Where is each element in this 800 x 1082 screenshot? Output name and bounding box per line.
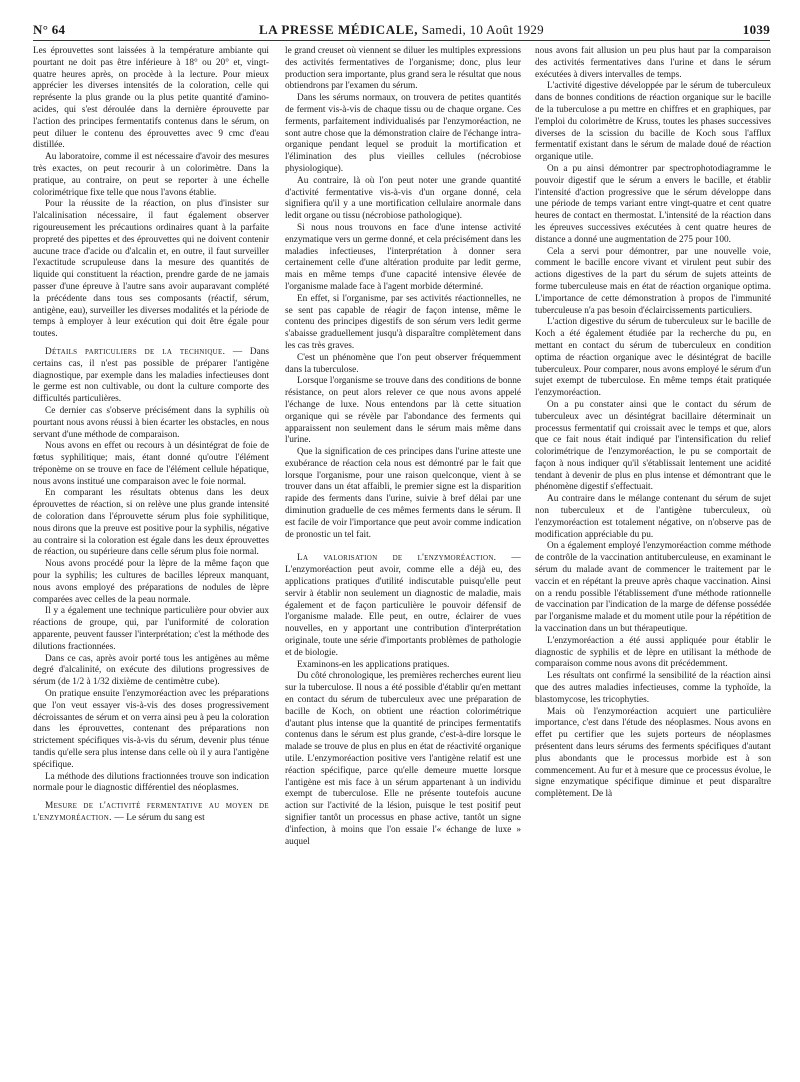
section-heading-title: Détails particuliers de la technique. —	[45, 346, 243, 357]
paragraph: Il y a également une technique particulière pour obvier aux réactions de groupe, qui, par l'uniformité de coloration apparente, peuvent fausser l'interprétation; c'est la méthode des dilutions fractionnées.	[33, 606, 269, 652]
section-heading-title: Mesure de l'activité fermentative au moyen de l'enzymoréaction. —	[33, 801, 269, 823]
section-heading	[285, 553, 521, 659]
paragraph: L'action digestive du sérum de tuberculeux sur le bacille de Koch a été également étudiée par la recherche du pu, en mettant en contact du sérum de tuberculeux en condition optima de réaction organique avec le désintégrat de bacille tuberculeux. Pour comparer, nous avons employé le sérum d'un sujet exempt de tuberculose. En même temps était pratiquée l'enzymoréaction.	[535, 317, 771, 399]
section-heading	[33, 347, 269, 406]
paragraph: Les éprouvettes sont laissées à la température ambiante qui pourtant ne doit pas être inférieure à 18° ou 20° et, vingt-quatre heures après, on procède à la lecture. Pour mieux apprécier les diverses intensités de la coloration, celle qui représente la plus grande ou la plus petite quantité d'amino-acides, qui s'est déroulée dans la dernière éprouvette par l'action des principes fermentatifs contenus dans le sérum, on peut diluer le contenu des éprouvettes avec 9 cmc d'eau distillée.	[33, 46, 269, 151]
section-heading	[33, 801, 269, 825]
paragraph: On a pu ainsi démontrer par spectrophotodiagramme le pouvoir digestif que le sérum a envers le bacille, et établir l'intensité d'action progressive que le sérum développe dans une période de temps variant entre vingt-quatre et cent quatre heures de contact en thermostat. L'intensité de la réaction dans les épreuves successives exécutées à cent quatre heures de distance a donné une augmentation de 275 pour 100.	[535, 163, 771, 245]
column-2	[285, 46, 521, 1076]
section-heading-text: L'enzymoréaction peut avoir, comme elle a déjà eu, des applications pratiques d'utilité indiscutable puisqu'elle peut servir à établir non seulement un diagnostic de maladie, mais également et de façon particulière le pouvoir défensif de l'organisme malade. Elle peut, en outre, éclairer de vues nouvelles, en y apportant une contribution d'interprétation originale, toute une série d'importants problèmes de pathologie et de biologie.	[285, 565, 521, 658]
paragraph: L'enzymoréaction a été aussi appliquée pour établir le diagnostic de syphilis et de lèpre en utilisant la méthode de comparaison comme nous avons dit précédemment.	[535, 635, 771, 670]
column-1	[33, 46, 269, 1076]
paragraph: Examinons-en les applications pratiques.	[297, 659, 450, 670]
paragraph: Mais où l'enzymoréaction acquiert une particulière importance, c'est dans l'étude des néoplasmes. Nous avons en effet pu certifier que les sujets porteurs de néoplasmes présentent dans leurs sérums des ferments spécifiques d'autant plus abondants que le processus morbide est à son commencement. Au fur et à mesure que ce processus évolue, le signe enzymatique spécifique diminue et peut disparaître complètement. De là	[535, 706, 771, 800]
paragraph: Nous avons en effet ou recours à un désintégrat de foie de fœtus syphilitique; mais, étant donné qu'outre l'élément tréponème on se trouve en face de l'élément cellule hépatique, nous avons institué une comparaison avec le foie normal.	[33, 441, 269, 487]
issue-number: N° 64	[33, 22, 66, 37]
spacer	[285, 541, 521, 547]
section-heading-text: Le sérum du sang est	[126, 813, 205, 823]
paragraph: Du côté chronologique, les premières recherches eurent lieu sur la tuberculose. Il nous a été possible d'établir qu'en mettant en contact du sérum de tuberculeux avec une préparation de bacille de Koch, on obtient une réaction colorimétrique d'autant plus intense que la quantité de principes fermentatifs contenus dans le sérum est plus grande, c'est-à-dire lorsque le malade se trouve de plus en plus en état de réactivité organique utile. L'enzymoréaction positive vers l'antigène relatif est une réaction spécifique, parce qu'elle demeure muette lorsque l'antigène est mis face à un sérum appartenant à un individu exempt de tuberculose. Elle ne présente toutefois aucune action sur l'activité de la lésion, puisque le test positif peut signifier tantôt un processus en phase active, tantôt un signe d'infection, à moins que l'on essaie l'« échange de luxe » auquel	[285, 671, 521, 847]
paragraph: Ce dernier cas s'observe précisément dans la syphilis où pourtant nous avons réussi à bien écarter les obstacles, en nous servant d'une méthode de comparaison.	[33, 405, 269, 440]
paragraph: Pour la réussite de la réaction, on plus d'insister sur l'alcalinisation nécessaire, il faut également observer rigoureusement les précautions ordinaires quant à la parfaite propreté des pipettes et des éprouvettes qui ne doivent contenir aucune trace d'acide ou d'alcalin et, en outre, il faut surveiller l'exactitude scrupuleuse dans la mesure des quantités de liquide qui constituent la réaction, prendre garde de ne jamais passer d'une épreuve à l'autre sans avoir auparavant complété la précédente dans tous ses composants (réactif, sérum, antigène, eau), surveiller les diverses modalités et la période de temps à employer à leur exécution qui doit être égale pour toutes.	[33, 199, 269, 340]
paragraph: On pratique ensuite l'enzymoréaction avec les préparations que l'on veut essayer vis-à-vis des doses progressivement décroissantes de sérum et on verra ainsi peu à peu la coloration dans les éprouvettes, contenant des préparations non strictement spécifiques vis-à-vis du sérum, devenir plus ténue tandis qu'elle sera plus intense dans celle où il y aura l'antigène spécifique.	[33, 689, 269, 770]
paragraph: Dans les sérums normaux, on trouvera de petites quantités de ferment vis-à-vis de chaque tissu ou de chaque organe. Ces ferments, parfaitement individualisés par l'enzymoréaction, ne sont autre chose que la démonstration claire de l'échange intra-organique pendant lequel se produit la mortification et l'élimination des plus vieilles cellules (nécrobiose physiologique).	[285, 93, 521, 174]
paragraph: Lorsque l'organisme se trouve dans des conditions de bonne résistance, on peut alors relever ce que nous avons appelé l'échange de luxe. Nous entendons par là cette situation organique qui se révèle par l'abondance des ferments qui apparaissent non seulement dans le sérum mais même dans l'urine.	[285, 376, 521, 446]
paragraph: En effet, si l'organisme, par ses activités réactionnelles, ne se sent pas capable de réagir de façon intense, même le contenu des principes digestifs de son sérum vers ledit germe s'abaisse graduellement jusqu'à disparaître complètement dans les cas très graves.	[285, 293, 521, 351]
page-number: 1039	[742, 22, 770, 37]
paragraph: le grand creuset où viennent se diluer les multiples expressions des activités fermentatives de l'organisme; donc, plus leur production sera importante, plus grand sera le résultat que nous obtiendrons par l'examen du sérum.	[285, 46, 521, 92]
page-header	[33, 20, 770, 40]
paragraph: Dans ce cas, après avoir porté tous les antigènes au même degré d'alcalinité, on exécute des dilutions progressives de sérum (de 1/2 à 1/32 dixième de centimètre cube).	[33, 653, 269, 688]
paragraph: Nous avons procédé pour la lèpre de la même façon que pour la syphilis; les cultures de bacilles lépreux manquant, nous avons employé des préparations de nodules de lèpre comparées avec celles de la peau normale.	[33, 559, 269, 605]
paragraph: La méthode des dilutions fractionnées trouve son indication normale pour le diagnostic différentiel des néoplasmes.	[33, 771, 269, 794]
paragraph: Au contraire, là où l'on peut noter une grande quantité d'activité fermentative vis-à-vis d'un organe donné, cela signifiera qu'il y a une mortification cellulaire anormale dans ledit organe ou tissu (nécrobiose pathologique).	[285, 175, 521, 222]
paragraph: En comparant les résultats obtenus dans les deux éprouvettes de réaction, si on relève une plus grande intensité de coloration dans l'éprouvette sérum plus foie syphilitique, nous dirons que la preuve est positive pour la syphilis, négative au contraire si la coloration est égale dans les deux éprouvettes de réaction, ou supérieure dans celle sérum plus foie normal.	[33, 488, 269, 558]
paragraph: Si nous nous trouvons en face d'une intense activité enzymatique vers un germe donné, et cela précisément dans les maladies infectieuses, l'interprétation à donner sera certainement celle d'une altération produite par ledit germe, mais en même temps d'une capacité intensive élevée de l'organisme malade face à l'agent morbide déterminé.	[285, 222, 521, 292]
paragraph: Cela a servi pour démontrer, par une nouvelle voie, comment le bacille encore vivant et virulent peut subir des actions digestives de la part du sérum de sujets atteints de forme tuberculeuse mais en état de réaction organique optima. L'importance de cette démonstration à propos de l'immunité tuberculeuse n'a pas besoin d'éclaircissements particuliers.	[535, 246, 771, 316]
paragraph: C'est un phénomène que l'on peut observer fréquemment dans la tuberculose.	[285, 352, 521, 375]
paragraph: Les résultats ont confirmé la sensibilité de la réaction ainsi que des autres maladies infectieuses, comme la typhoïde, la blastomycose, les tricophyties.	[535, 671, 771, 705]
column-3	[535, 46, 771, 1076]
paragraph: Au laboratoire, comme il est nécessaire d'avoir des mesures très exactes, on peut recourir à un colorimètre. Dans la pratique, au contraire, on peut se reporter à une échelle colorimétrique fixe telle que nous l'avons établie.	[33, 152, 269, 198]
header-rule	[33, 40, 770, 41]
paragraph: On a pu constater ainsi que le contact du sérum de tuberculeux avec un désintégrat bacillaire déterminait un processus fermentatif qui croissait avec le temps et que, alors que ce fait nous était indiqué par l'intensification du relief colorimétrique de l'enzymoréaction, le pu se comportait de façon à nous indiquer qu'il s'établissait lentement une acidité tendant à devenir de plus en plus intense et démontrant que le phénomène digestif s'effectuait.	[535, 399, 771, 493]
paragraph: On a également employé l'enzymoréaction comme méthode de contrôle de la vaccination antituberculeuse, en examinant le sérum du malade avant de commencer le traitement par le vaccin et en répétant la preuve après chaque vaccination. Ainsi on a rendu possible l'établissement d'une méthode rationnelle de vaccination par l'indication de la marge de défense possédée par l'organisme malade et du moment utile pour la répétition de la vaccination dans un but thérapeutique.	[535, 541, 771, 635]
issue-date: Samedi, 10 Août 1929	[421, 22, 544, 37]
journal-name: LA PRESSE MÉDICALE,	[259, 22, 419, 37]
paragraph: Que la signification de ces principes dans l'urine atteste une exubérance de réaction cela nous est démontré par le fait que lorsque l'organisme, pour une raison quelconque, vient à se trouver dans un état affaibli, le premier signe est la disparition rapide des ferments dans l'urine, suivie à bref délai par une diminution graduelle de ces mêmes ferments dans le sérum. Il est facile de voir l'importance que peut avoir comme indication de pronostic un tel fait.	[285, 447, 521, 540]
running-title	[33, 22, 770, 38]
section-heading-text: Dans certains cas, il n'est pas possible de préparer l'antigène diagnostique, par exemple dans les maladies infectieuses dont le germe est non cultivable, ou dont la culture comporte des difficultés particulières.	[33, 346, 269, 405]
section-heading-title: La valorisation de l'enzymoréaction. —	[297, 553, 521, 564]
paragraph: nous avons fait allusion un peu plus haut par la comparaison des activités fermentatives dans l'urine et dans le sérum exécutées à divers intervalles de temps.	[535, 46, 771, 80]
paragraph: L'activité digestive développée par le sérum de tuberculeux dans de bonnes conditions de réaction organique sur le bacille de la tuberculose a pu mettre en chiffres et en graphiques, par l'emploi du colorimètre de Kruss, toutes les phases successives diverses de la scission du bacille de Koch sous l'afflux fermentatif existant dans le sérum de malade doué de réaction organique utile.	[535, 81, 771, 163]
paragraph: Au contraire dans le mélange contenant du sérum de sujet non tuberculeux et de l'antigène tuberculeux, où l'enzymoréaction est totalement négative, on n'observe pas de modification appréciable du pu.	[535, 494, 771, 540]
